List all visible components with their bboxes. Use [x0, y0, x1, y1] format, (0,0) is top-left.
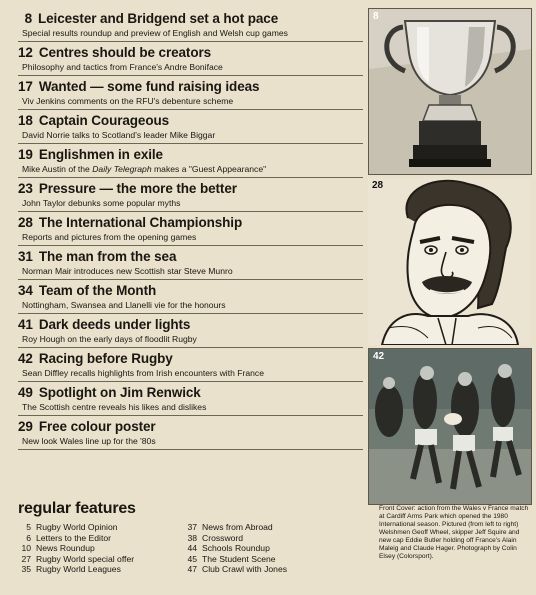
rugby-players-icon [369, 349, 531, 504]
contents-entry[interactable] [18, 314, 363, 348]
entry-heading [18, 384, 363, 401]
entry-description: Nottingham, Swansea and Llanelli vie for the honours [22, 300, 226, 310]
entry-title: Team of the Month [38, 283, 157, 298]
contents-list [18, 8, 363, 450]
entry-title: The International Championship [38, 215, 243, 230]
regular-features-right-column [184, 522, 350, 575]
entry-title: Englishmen in exile [38, 147, 163, 162]
entry-page-number: 12 [18, 45, 33, 60]
feature-label: Crossword [202, 532, 244, 543]
entry-description: David Norrie talks to Scotland's leader Mike Biggar [22, 130, 216, 140]
contents-entry[interactable] [18, 76, 363, 110]
entry-description [18, 163, 363, 175]
feature-label: Schools Roundup [202, 543, 270, 554]
entry-page-number: 49 [18, 385, 33, 400]
list-item[interactable] [184, 543, 350, 554]
entry-description: Roy Hough on the early days of floodlit Rugby [22, 334, 197, 344]
contents-entry[interactable] [18, 212, 363, 246]
feature-page-number: 10 [21, 543, 31, 554]
entry-heading [18, 316, 363, 333]
entry-page-number: 23 [18, 181, 33, 196]
feature-page-number: 37 [187, 522, 197, 532]
feature-label: Rugby World special offer [36, 553, 135, 564]
list-item[interactable] [18, 533, 184, 544]
caricature-face-icon [368, 178, 530, 345]
contents-entry[interactable] [18, 382, 363, 416]
contents-entry[interactable] [18, 416, 363, 450]
match-action-photo[interactable] [368, 348, 532, 505]
entry-page-number: 29 [18, 419, 33, 434]
entry-description: New look Wales line up for the '80s [22, 436, 156, 446]
feature-page-number: 5 [26, 522, 31, 532]
entry-page-number: 42 [18, 351, 33, 366]
entry-heading [18, 10, 363, 27]
list-item[interactable] [18, 564, 184, 575]
entry-title: Centres should be creators [38, 45, 212, 60]
contents-entry[interactable] [18, 348, 363, 382]
entry-page-number: 8 [24, 11, 32, 26]
regular-features-columns [18, 522, 363, 575]
feature-page-number: 27 [21, 553, 31, 564]
list-item[interactable] [18, 554, 184, 565]
feature-page-number: 35 [21, 564, 31, 575]
entry-page-number: 31 [18, 249, 33, 264]
feature-page-number: 44 [187, 543, 197, 554]
contents-entry[interactable] [18, 246, 363, 280]
list-item[interactable] [184, 522, 350, 533]
regular-features-title: regular features [18, 500, 136, 517]
list-item[interactable] [184, 533, 350, 544]
entry-description-text: Mike Austin of the [22, 164, 93, 174]
entry-heading [18, 180, 363, 197]
cover-caption: Front Cover: action from the Wales v France match at Cardiff Arms Park which opened the 1980 International season. Pictured (from left to right) Welshmen Geoff Wheel, skipper Jeff Squire and new cap Eddie Butler holding off France's Alain Maleig and Claude Hager. Photograph by Colin Elsey (Colorsport). [379, 505, 529, 560]
list-item[interactable] [184, 554, 350, 565]
feature-label: News from Abroad [202, 522, 273, 532]
entry-heading [18, 248, 363, 265]
entry-description: John Taylor debunks some popular myths [22, 198, 181, 208]
feature-label: News Roundup [36, 543, 95, 554]
entry-title: Pressure — the more the better [38, 181, 237, 196]
entry-description: The Scottish centre reveals his likes and dislikes [22, 402, 207, 412]
photo-page-number: 28 [372, 180, 384, 191]
entry-page-number: 34 [18, 283, 33, 298]
entry-description: Reports and pictures from the opening games [22, 232, 197, 242]
contents-entry[interactable] [18, 144, 363, 178]
entry-description: Sean Diffley recalls highlights from Irish encounters with France [22, 368, 265, 378]
regular-features [18, 499, 363, 575]
feature-page-number: 38 [187, 532, 197, 543]
entry-page-number: 41 [18, 317, 33, 332]
feature-label: Club Crawl with Jones [202, 564, 288, 575]
feature-page-number: 47 [187, 564, 197, 575]
photo-page-number: 8 [373, 11, 379, 22]
list-item[interactable] [18, 543, 184, 554]
entry-heading [18, 44, 363, 61]
entry-heading [18, 146, 363, 163]
publication-name: Daily Telegraph [92, 164, 152, 174]
entry-heading [18, 350, 363, 367]
regular-features-left-column [18, 522, 184, 575]
feature-page-number: 45 [187, 553, 197, 564]
contents-entry[interactable] [18, 42, 363, 76]
feature-label: The Student Scene [202, 553, 276, 564]
entry-page-number: 18 [18, 113, 33, 128]
entry-heading [18, 78, 363, 95]
entry-title: Racing before Rugby [38, 351, 173, 366]
contents-entry[interactable] [18, 178, 363, 212]
contents-entry[interactable] [18, 280, 363, 314]
entry-title: Spotlight on Jim Renwick [38, 385, 201, 400]
entry-title: Leicester and Bridgend set a hot pace [38, 11, 279, 26]
feature-label: Rugby World Opinion [36, 522, 118, 532]
entry-heading [18, 282, 363, 299]
contents-entry[interactable] [18, 110, 363, 144]
trophy-photo[interactable] [368, 8, 532, 175]
entry-page-number: 19 [18, 147, 33, 162]
entry-description: Special results roundup and preview of English and Welsh cup games [22, 28, 288, 38]
entry-description: Viv Jenkins comments on the RFU's debenture scheme [22, 96, 234, 106]
photo-page-number: 42 [373, 351, 385, 362]
entry-page-number: 28 [18, 215, 33, 230]
entry-heading [18, 112, 363, 129]
list-item[interactable] [184, 564, 350, 575]
entry-description: Norman Mair introduces new Scottish star Steve Munro [22, 266, 233, 276]
list-item[interactable] [18, 522, 184, 533]
caricature-illustration[interactable] [368, 178, 530, 345]
feature-label: Letters to the Editor [36, 532, 111, 543]
entry-title: The man from the sea [38, 249, 177, 264]
entry-title: Free colour poster [38, 419, 156, 434]
trophy-cup-icon [369, 9, 531, 174]
entry-description: Philosophy and tactics from France's Andre Boniface [22, 62, 223, 72]
contents-entry[interactable] [18, 8, 363, 42]
entry-title: Wanted — some fund raising ideas [38, 79, 260, 94]
entry-description-text: makes a "Guest Appearance" [151, 164, 267, 174]
entry-title: Captain Courageous [38, 113, 170, 128]
entry-title: Dark deeds under lights [38, 317, 191, 332]
feature-label: Rugby World Leagues [36, 564, 121, 575]
entry-heading [18, 418, 363, 435]
entry-heading [18, 214, 363, 231]
feature-page-number: 6 [26, 532, 31, 543]
entry-page-number: 17 [18, 79, 33, 94]
